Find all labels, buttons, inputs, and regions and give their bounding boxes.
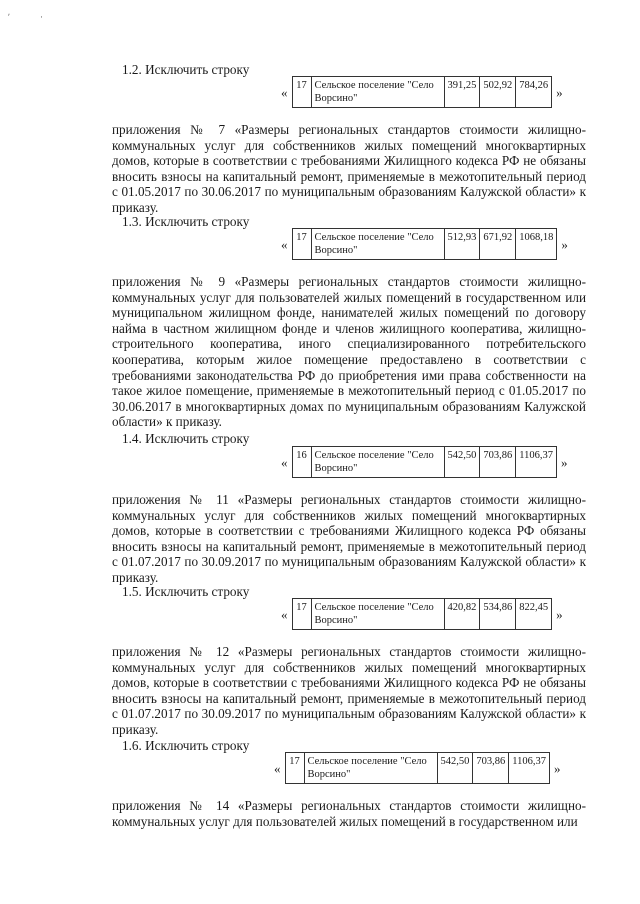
table-row bbox=[292, 599, 552, 630]
row-value-1: 391,25 bbox=[444, 77, 480, 108]
excluded-row-table bbox=[292, 76, 553, 108]
section-heading: 1.3. Исключить строку bbox=[122, 214, 250, 229]
close-quote: » bbox=[561, 454, 568, 470]
table-row bbox=[292, 229, 557, 260]
excluded-row-block bbox=[277, 598, 567, 630]
excluded-row-block bbox=[277, 76, 567, 108]
table-row bbox=[285, 753, 550, 784]
close-quote: » bbox=[561, 236, 568, 252]
section-heading: 1.4. Исключить строку bbox=[122, 431, 250, 446]
close-quote: » bbox=[556, 606, 563, 622]
section-paragraph: приложения № 12 «Размеры региональных стандартов стоимости жилищно-коммунальных услуг для собственников жилых помещений многоквартирных домов, которые в соответствии с требованиями Жилищного кодекса РФ не обязаны вносить взносы на капитальный ремонт, применяемые в межотопительный период с 01.07.2017 по 30.09.2017 по муниципальным образованиям Калужской области» к приказу. bbox=[112, 644, 586, 737]
scan-marks bbox=[8, 12, 73, 22]
row-name: Сельское поселение "Село Ворсино" bbox=[311, 447, 444, 478]
section-paragraph: приложения № 9 «Размеры региональных стандартов стоимости жилищно-коммунальных услуг для пользователей жилых помещений в государственном или муниципальном жилищном фонде, нанимателей жилых помещений по договору найма в частном жилищном фонде и членов жилищного кооператива, жилищно-строительного кооператива, иного специализированного потребительского кооператива, которым жилое помещение предоставлено в соответствии с требованиями законодательства РФ до приобретения ими права собственности на такое жилое помещение, применяемые в межотопительный период с 01.05.2017 по 30.06.2017 в многоквартирных домах по муниципальным образованиям Калужской области» к приказу. bbox=[112, 274, 586, 430]
row-value-2: 534,86 bbox=[480, 599, 516, 630]
row-value-3: 822,45 bbox=[516, 599, 552, 630]
close-quote: » bbox=[554, 760, 561, 776]
row-value-1: 542,50 bbox=[444, 447, 480, 478]
section-paragraph: приложения № 7 «Размеры региональных стандартов стоимости жилищно-коммунальных услуг для собственников жилых помещений многоквартирных домов, которые в соответствии с требованиями Жилищного кодекса РФ не обязаны вносить взносы на капитальный ремонт, применяемые в межотопительный период с 01.05.2017 по 30.06.2017 по муниципальным образованиям Калужской области» к приказу. bbox=[112, 122, 586, 215]
excluded-row-table bbox=[292, 446, 558, 478]
section-paragraph: приложения № 14 «Размеры региональных стандартов стоимости жилищно-коммунальных услуг для пользователей жилых помещений в государственном или bbox=[112, 798, 586, 829]
row-value-3: 1106,37 bbox=[516, 447, 557, 478]
open-quote: « bbox=[274, 760, 281, 776]
row-value-2: 502,92 bbox=[480, 77, 516, 108]
section-paragraph: приложения № 11 «Размеры региональных стандартов стоимости жилищно-коммунальных услуг для собственников жилых помещений многоквартирных домов, которые в соответствии с требованиями Жилищного кодекса РФ обязаны вносить взносы на капитальный ремонт, применяемые в межотопительный период с 01.07.2017 по 30.09.2017 по муниципальным образованиям Калужской области» к приказу. bbox=[112, 492, 586, 585]
row-value-2: 703,86 bbox=[480, 447, 516, 478]
row-value-2: 703,86 bbox=[473, 753, 509, 784]
open-quote: « bbox=[281, 84, 288, 100]
excluded-row-block bbox=[270, 752, 565, 784]
row-number: 17 bbox=[285, 753, 304, 784]
excluded-row-block bbox=[277, 228, 572, 260]
excluded-row-table bbox=[292, 598, 553, 630]
excluded-row-table bbox=[292, 228, 558, 260]
section-heading: 1.2. Исключить строку bbox=[122, 62, 250, 77]
row-number: 17 bbox=[292, 229, 311, 260]
row-value-1: 542,50 bbox=[437, 753, 473, 784]
row-name: Сельское поселение "Село Ворсино" bbox=[311, 77, 444, 108]
row-value-1: 512,93 bbox=[444, 229, 480, 260]
row-value-3: 1106,37 bbox=[509, 753, 550, 784]
row-number: 17 bbox=[292, 77, 311, 108]
excluded-row-table bbox=[285, 752, 551, 784]
open-quote: « bbox=[281, 454, 288, 470]
row-name: Сельское поселение "Село Ворсино" bbox=[311, 599, 444, 630]
row-value-2: 671,92 bbox=[480, 229, 516, 260]
close-quote: » bbox=[556, 84, 563, 100]
row-name: Сельское поселение "Село Ворсино" bbox=[311, 229, 444, 260]
table-row bbox=[292, 447, 557, 478]
row-number: 16 bbox=[292, 447, 311, 478]
scan-mark: ʹ bbox=[8, 12, 40, 22]
row-number: 17 bbox=[292, 599, 311, 630]
row-value-1: 420,82 bbox=[444, 599, 480, 630]
scan-mark: · bbox=[39, 12, 73, 22]
section-heading: 1.5. Исключить строку bbox=[122, 584, 250, 599]
excluded-row-block bbox=[277, 446, 572, 478]
row-name: Сельское поселение "Село Ворсино" bbox=[304, 753, 437, 784]
open-quote: « bbox=[281, 236, 288, 252]
row-value-3: 784,26 bbox=[516, 77, 552, 108]
open-quote: « bbox=[281, 606, 288, 622]
row-value-3: 1068,18 bbox=[516, 229, 557, 260]
table-row bbox=[292, 77, 552, 108]
section-heading: 1.6. Исключить строку bbox=[122, 738, 250, 753]
